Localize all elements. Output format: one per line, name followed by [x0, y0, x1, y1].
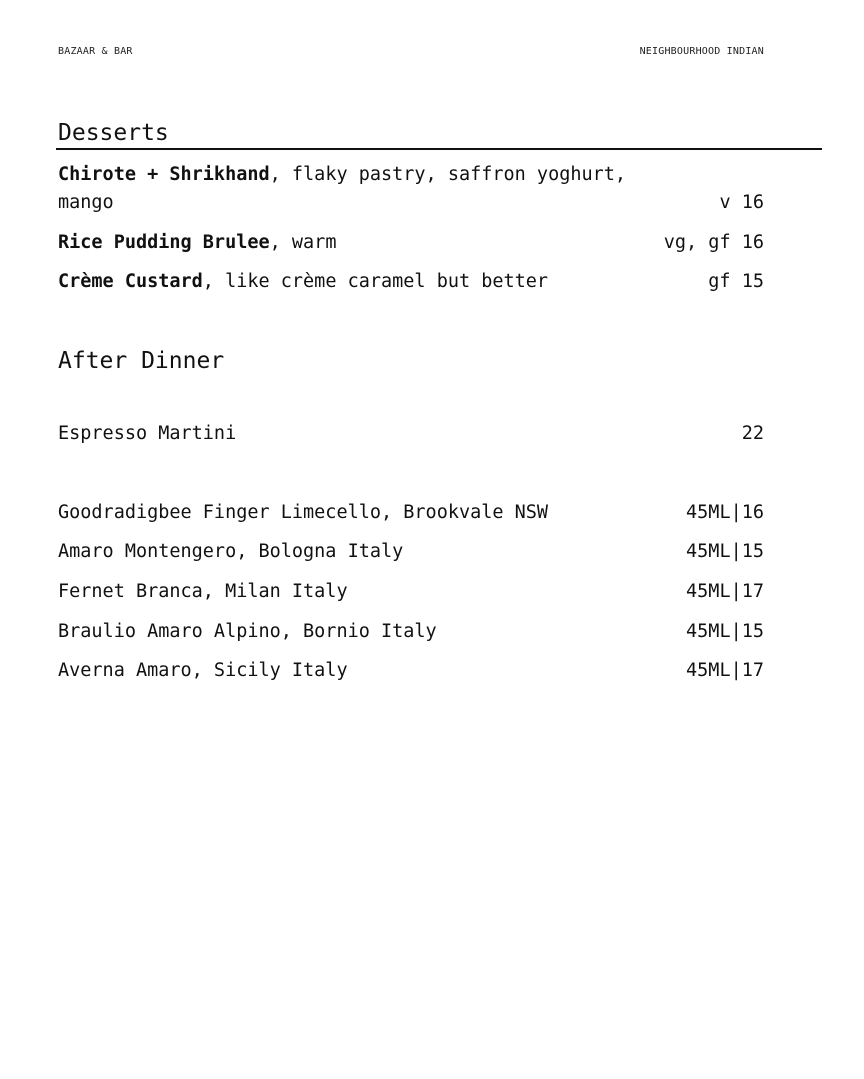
- digestif-item: [58, 578, 764, 606]
- dessert-name: Chirote + Shrikhand: [58, 164, 270, 185]
- dessert-price: gf 15: [708, 271, 764, 292]
- digestif-price: 45ML|15: [686, 621, 764, 642]
- dessert-description: , warm: [269, 232, 337, 253]
- digestif-price: 45ML|17: [686, 660, 764, 681]
- digestif-name: Braulio Amaro Alpino, Bornio Italy: [58, 621, 437, 642]
- digestif-price: 45ML|17: [686, 581, 764, 602]
- dessert-name: Rice Pudding Brulee: [58, 232, 270, 253]
- cocktail-price: 22: [741, 423, 764, 444]
- cocktail-name: Espresso Martini: [58, 423, 237, 444]
- header-venue-name: BAZAAR & BAR: [58, 46, 133, 57]
- digestif-item: [58, 657, 764, 685]
- dessert-description: , flaky pastry, saffron yoghurt,: [269, 164, 627, 185]
- digestif-name: Amaro Montengero, Bologna Italy: [58, 541, 404, 562]
- dessert-description-continued: mango: [58, 192, 114, 213]
- digestif-price: 45ML|16: [686, 502, 764, 523]
- dessert-price: vg, gf 16: [663, 232, 764, 253]
- digestif-item: [58, 538, 764, 566]
- dessert-item: [58, 229, 764, 257]
- digestif-item: [58, 499, 764, 527]
- digestif-price: 45ML|15: [686, 541, 764, 562]
- dessert-description: , like crème caramel but better: [202, 271, 549, 292]
- cocktail-item: [58, 420, 764, 448]
- digestif-name: Averna Amaro, Sicily Italy: [58, 660, 348, 681]
- digestif-name: Goodradigbee Finger Limecello, Brookvale NSW: [58, 502, 549, 523]
- digestif-item: [58, 618, 764, 646]
- header-cuisine-label: NEIGHBOURHOOD INDIAN: [639, 46, 764, 57]
- dessert-name: Crème Custard: [58, 271, 203, 292]
- desserts-section-title: Desserts: [58, 120, 169, 146]
- section-divider: [56, 148, 822, 150]
- dessert-item: [58, 268, 764, 296]
- digestif-name: Fernet Branca, Milan Italy: [58, 581, 348, 602]
- dessert-item: [58, 161, 764, 217]
- after-dinner-section-title: After Dinner: [58, 348, 225, 374]
- dessert-price: v 16: [719, 192, 764, 213]
